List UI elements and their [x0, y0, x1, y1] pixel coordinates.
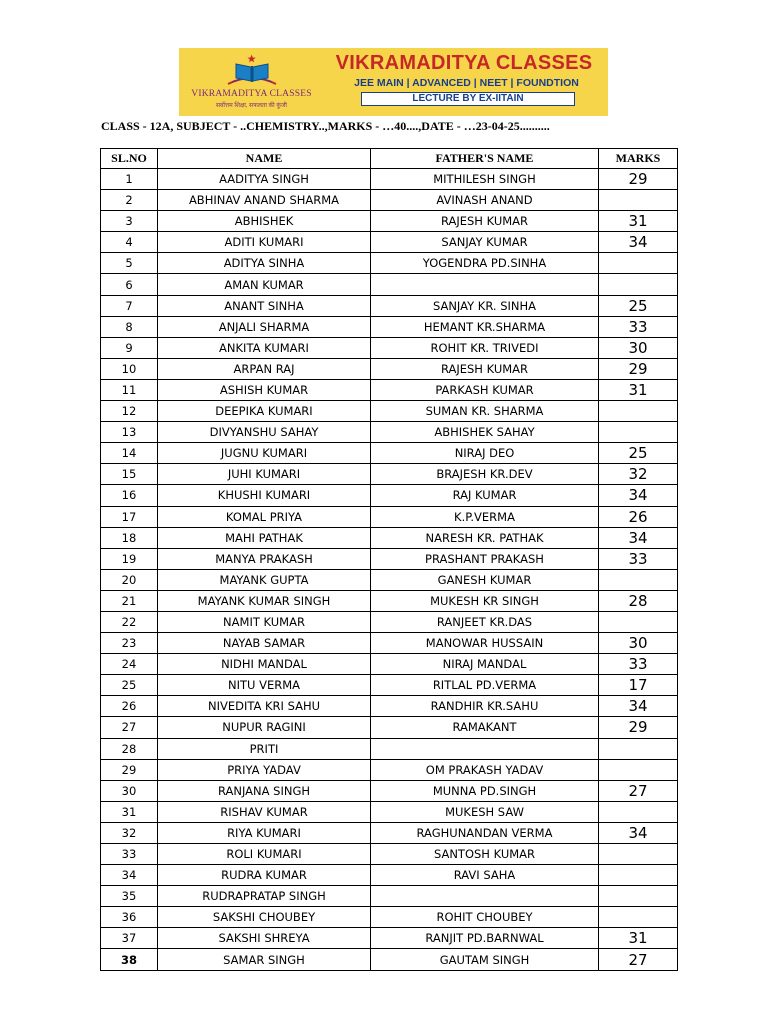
student-name-cell: KOMAL PRIYA — [158, 506, 371, 527]
father-name-cell: PRASHANT PRAKASH — [371, 548, 599, 569]
student-name-cell: RIYA KUMARI — [158, 822, 371, 843]
table-row — [101, 590, 678, 611]
father-name-cell: MITHILESH SINGH — [371, 169, 599, 190]
father-name-cell: AVINASH ANAND — [371, 190, 599, 211]
father-name-cell: RANDHIR KR.SAHU — [371, 696, 599, 717]
student-name-cell: NUPUR RAGINI — [158, 717, 371, 738]
table-row — [101, 443, 678, 464]
table-row — [101, 506, 678, 527]
marks-cell: 28 — [599, 590, 678, 611]
marks-cell: 34 — [599, 696, 678, 717]
marks-cell: 33 — [599, 316, 678, 337]
student-name-cell: ADITYA SINHA — [158, 253, 371, 274]
father-name-cell: GANESH KUMAR — [371, 569, 599, 590]
sl-cell: 37 — [101, 928, 158, 949]
table-row — [101, 654, 678, 675]
marks-cell: 31 — [599, 211, 678, 232]
table-row — [101, 337, 678, 358]
father-name-cell: RANJIT PD.BARNWAL — [371, 928, 599, 949]
student-name-cell: RUDRAPRATAP SINGH — [158, 886, 371, 907]
table-row — [101, 907, 678, 928]
father-name-cell: GAUTAM SINGH — [371, 949, 599, 970]
marks-cell — [599, 274, 678, 295]
header-marks: MARKS — [599, 149, 678, 169]
sl-cell: 18 — [101, 527, 158, 548]
marks-cell: 30 — [599, 337, 678, 358]
marks-cell — [599, 886, 678, 907]
sl-cell: 12 — [101, 401, 158, 422]
table-row — [101, 569, 678, 590]
father-name-cell: SANTOSH KUMAR — [371, 844, 599, 865]
student-name-cell: ABHISHEK — [158, 211, 371, 232]
table-row — [101, 928, 678, 949]
student-name-cell: KHUSHI KUMARI — [158, 485, 371, 506]
sl-cell: 30 — [101, 780, 158, 801]
table-row — [101, 464, 678, 485]
table-row — [101, 633, 678, 654]
sl-cell: 28 — [101, 738, 158, 759]
father-name-cell: HEMANT KR.SHARMA — [371, 316, 599, 337]
father-name-cell: ABHISHEK SAHAY — [371, 422, 599, 443]
sl-cell: 8 — [101, 316, 158, 337]
student-name-cell: ANJALI SHARMA — [158, 316, 371, 337]
marks-cell: 27 — [599, 780, 678, 801]
marks-cell: 26 — [599, 506, 678, 527]
father-name-cell: BRAJESH KR.DEV — [371, 464, 599, 485]
sl-cell: 5 — [101, 253, 158, 274]
father-name-cell: MANOWAR HUSSAIN — [371, 633, 599, 654]
student-name-cell: NIDHI MANDAL — [158, 654, 371, 675]
student-name-cell: ASHISH KUMAR — [158, 379, 371, 400]
table-row — [101, 611, 678, 632]
table-row — [101, 316, 678, 337]
sl-cell: 27 — [101, 717, 158, 738]
sl-cell: 1 — [101, 169, 158, 190]
table-row — [101, 865, 678, 886]
father-name-cell: NIRAJ DEO — [371, 443, 599, 464]
student-name-cell: AMAN KUMAR — [158, 274, 371, 295]
sl-cell: 35 — [101, 886, 158, 907]
father-name-cell: NARESH KR. PATHAK — [371, 527, 599, 548]
student-name-cell: RUDRA KUMAR — [158, 865, 371, 886]
father-name-cell: RAJESH KUMAR — [371, 211, 599, 232]
student-name-cell: PRIYA YADAV — [158, 759, 371, 780]
father-name-cell: SANJAY KUMAR — [371, 232, 599, 253]
student-name-cell: JUGNU KUMARI — [158, 443, 371, 464]
courses-line: JEE MAIN | ADVANCED | NEET | FOUNDTION — [354, 77, 579, 89]
marks-cell: 25 — [599, 443, 678, 464]
sl-cell: 23 — [101, 633, 158, 654]
sl-cell: 29 — [101, 759, 158, 780]
table-header-row — [101, 149, 678, 169]
sl-cell: 3 — [101, 211, 158, 232]
student-name-cell: ARPAN RAJ — [158, 358, 371, 379]
marks-cell — [599, 865, 678, 886]
logo-tagline: सर्वोत्तम शिक्षा, सफलता की कुंजी — [215, 103, 287, 109]
marks-cell — [599, 253, 678, 274]
table-row — [101, 295, 678, 316]
table-row — [101, 190, 678, 211]
marks-cell: 30 — [599, 633, 678, 654]
student-name-cell: NAMIT KUMAR — [158, 611, 371, 632]
student-name-cell: MAYANK GUPTA — [158, 569, 371, 590]
marks-cell — [599, 907, 678, 928]
father-name-cell: YOGENDRA PD.SINHA — [371, 253, 599, 274]
father-name-cell — [371, 274, 599, 295]
sl-cell: 21 — [101, 590, 158, 611]
table-row — [101, 211, 678, 232]
table-row — [101, 379, 678, 400]
header-slno: SL.NO — [101, 149, 158, 169]
sl-cell: 11 — [101, 379, 158, 400]
father-name-cell: ROHIT KR. TRIVEDI — [371, 337, 599, 358]
marks-cell — [599, 569, 678, 590]
class-info-line: CLASS - 12A, SUBJECT - ..CHEMISTRY..,MARKS - …40....,DATE - …23-04-25.......... — [101, 119, 550, 133]
father-name-cell: RITLAL PD.VERMA — [371, 675, 599, 696]
father-name-cell: ROHIT CHOUBEY — [371, 907, 599, 928]
sl-cell: 16 — [101, 485, 158, 506]
sl-cell: 19 — [101, 548, 158, 569]
marks-cell: 31 — [599, 379, 678, 400]
marks-cell — [599, 738, 678, 759]
logo-text: VIKRAMADITYA CLASSES — [191, 89, 312, 99]
table-row — [101, 169, 678, 190]
marks-cell — [599, 422, 678, 443]
father-name-cell: MUKESH SAW — [371, 801, 599, 822]
table-row — [101, 696, 678, 717]
student-name-cell: MANYA PRAKASH — [158, 548, 371, 569]
marks-cell: 17 — [599, 675, 678, 696]
institute-logo — [179, 48, 324, 116]
father-name-cell: SANJAY KR. SINHA — [371, 295, 599, 316]
sl-cell: 2 — [101, 190, 158, 211]
book-icon — [224, 54, 280, 90]
marks-cell — [599, 190, 678, 211]
father-name-cell: MUNNA PD.SINGH — [371, 780, 599, 801]
sl-cell: 17 — [101, 506, 158, 527]
marks-cell: 29 — [599, 717, 678, 738]
marks-cell: 34 — [599, 527, 678, 548]
sl-cell: 20 — [101, 569, 158, 590]
table-row — [101, 675, 678, 696]
father-name-cell: K.P.VERMA — [371, 506, 599, 527]
student-name-cell: DEEPIKA KUMARI — [158, 401, 371, 422]
sl-cell: 7 — [101, 295, 158, 316]
father-name-cell: OM PRAKASH YADAV — [371, 759, 599, 780]
lecture-box: LECTURE BY EX-IITAIN — [361, 92, 575, 106]
sl-cell: 34 — [101, 865, 158, 886]
marks-cell: 33 — [599, 654, 678, 675]
table-row — [101, 801, 678, 822]
marks-cell: 25 — [599, 295, 678, 316]
header-banner — [179, 48, 608, 116]
sl-cell: 24 — [101, 654, 158, 675]
marks-cell — [599, 611, 678, 632]
marks-cell: 29 — [599, 358, 678, 379]
father-name-cell: RAMAKANT — [371, 717, 599, 738]
table-row — [101, 844, 678, 865]
student-name-cell: RISHAV KUMAR — [158, 801, 371, 822]
student-name-cell: SAMAR SINGH — [158, 949, 371, 970]
sl-cell: 14 — [101, 443, 158, 464]
table-row — [101, 548, 678, 569]
marks-cell — [599, 401, 678, 422]
sl-cell: 31 — [101, 801, 158, 822]
student-name-cell: PRITI — [158, 738, 371, 759]
marks-cell: 34 — [599, 232, 678, 253]
sl-cell: 4 — [101, 232, 158, 253]
father-name-cell: RAJESH KUMAR — [371, 358, 599, 379]
table-row — [101, 738, 678, 759]
father-name-cell: RAVI SAHA — [371, 865, 599, 886]
marks-cell: 32 — [599, 464, 678, 485]
student-name-cell: MAYANK KUMAR SINGH — [158, 590, 371, 611]
student-name-cell: NAYAB SAMAR — [158, 633, 371, 654]
sl-cell: 10 — [101, 358, 158, 379]
father-name-cell: MUKESH KR SINGH — [371, 590, 599, 611]
table-row — [101, 780, 678, 801]
father-name-cell: RANJEET KR.DAS — [371, 611, 599, 632]
marks-cell — [599, 801, 678, 822]
sl-cell: 33 — [101, 844, 158, 865]
table-row — [101, 527, 678, 548]
father-name-cell: PARKASH KUMAR — [371, 379, 599, 400]
sl-cell: 32 — [101, 822, 158, 843]
marks-cell: 33 — [599, 548, 678, 569]
student-name-cell: ANKITA KUMARI — [158, 337, 371, 358]
table-row — [101, 422, 678, 443]
sl-cell: 13 — [101, 422, 158, 443]
student-name-cell: JUHI KUMARI — [158, 464, 371, 485]
sl-cell: 9 — [101, 337, 158, 358]
table-row — [101, 401, 678, 422]
student-name-cell: SAKSHI SHREYA — [158, 928, 371, 949]
table-row — [101, 759, 678, 780]
sl-cell: 22 — [101, 611, 158, 632]
table-row — [101, 253, 678, 274]
student-name-cell: ADITI KUMARI — [158, 232, 371, 253]
student-name-cell: RANJANA SINGH — [158, 780, 371, 801]
student-name-cell: MAHI PATHAK — [158, 527, 371, 548]
table-row — [101, 232, 678, 253]
student-name-cell: ROLI KUMARI — [158, 844, 371, 865]
student-name-cell: DIVYANSHU SAHAY — [158, 422, 371, 443]
marks-cell — [599, 844, 678, 865]
student-name-cell: SAKSHI CHOUBEY — [158, 907, 371, 928]
sl-cell: 26 — [101, 696, 158, 717]
father-name-cell — [371, 738, 599, 759]
marks-cell: 29 — [599, 169, 678, 190]
table-row — [101, 822, 678, 843]
marks-cell: 34 — [599, 485, 678, 506]
table-row — [101, 886, 678, 907]
table-row — [101, 274, 678, 295]
marks-cell: 31 — [599, 928, 678, 949]
student-name-cell: ANANT SINHA — [158, 295, 371, 316]
student-name-cell: AADITYA SINGH — [158, 169, 371, 190]
table-row — [101, 485, 678, 506]
father-name-cell: NIRAJ MANDAL — [371, 654, 599, 675]
marks-cell: 27 — [599, 949, 678, 970]
sl-cell: 25 — [101, 675, 158, 696]
father-name-cell: SUMAN KR. SHARMA — [371, 401, 599, 422]
father-name-cell: RAGHUNANDAN VERMA — [371, 822, 599, 843]
student-name-cell: NIVEDITA KRI SAHU — [158, 696, 371, 717]
student-name-cell: ABHINAV ANAND SHARMA — [158, 190, 371, 211]
student-name-cell: NITU VERMA — [158, 675, 371, 696]
father-name-cell — [371, 886, 599, 907]
table-row — [101, 358, 678, 379]
marks-cell — [599, 759, 678, 780]
marks-table — [100, 148, 678, 971]
table-row — [101, 949, 678, 970]
header-father-name: FATHER'S NAME — [371, 149, 599, 169]
father-name-cell: RAJ KUMAR — [371, 485, 599, 506]
sl-cell: 38 — [101, 949, 158, 970]
sl-cell: 36 — [101, 907, 158, 928]
brand-title: VIKRAMADITYA CLASSES — [335, 52, 593, 74]
marks-cell: 34 — [599, 822, 678, 843]
header-name: NAME — [158, 149, 371, 169]
sl-cell: 6 — [101, 274, 158, 295]
sl-cell: 15 — [101, 464, 158, 485]
table-row — [101, 717, 678, 738]
